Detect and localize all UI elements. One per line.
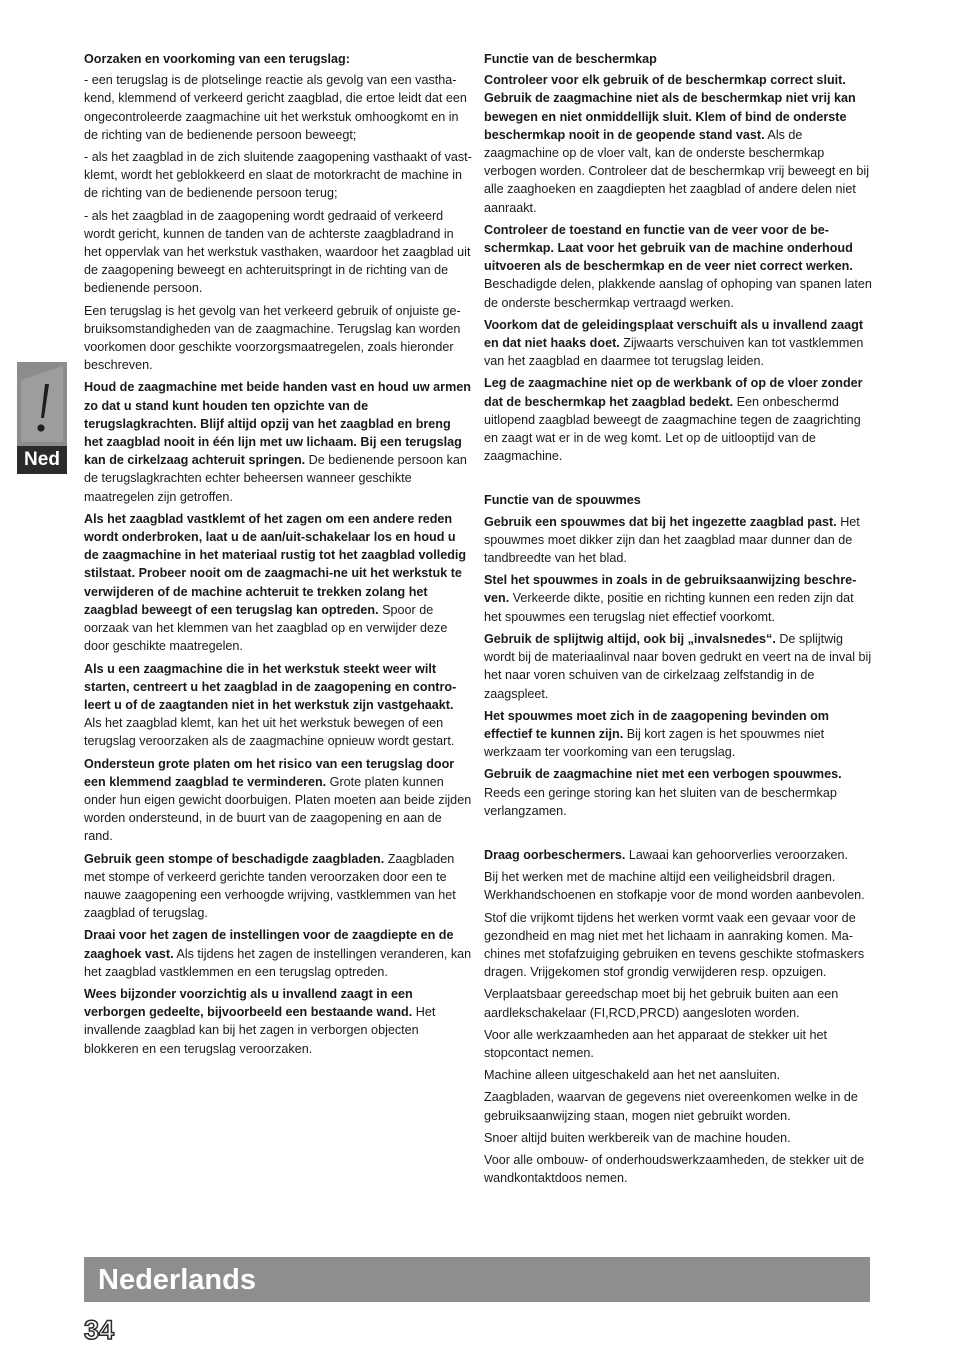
right-text-column <box>484 50 872 1191</box>
body-text: Het invallende zaagblad kan bij het zagen in verborgen objecten blokkeren en een terugslag veroorzaken. <box>84 1005 436 1056</box>
paragraph <box>484 765 872 820</box>
paragraph <box>84 755 472 846</box>
bold-lead: Leg de zaagmachine niet op de werkbank of op de vloer zonder dat de beschermkap het zaagblad bedekt. <box>484 376 863 409</box>
left-text-column <box>84 50 472 1062</box>
paragraph <box>484 846 872 864</box>
paragraph <box>84 926 472 981</box>
paragraph <box>84 985 472 1058</box>
paragraph: Machine alleen uitgeschakeld aan het net aansluiten. <box>484 1068 781 1083</box>
paragraph <box>84 510 472 656</box>
paragraph <box>484 316 872 371</box>
paragraph: Snoer altijd buiten werkbereik van de machine houden. <box>484 1130 791 1145</box>
paragraph: Verplaatsbaar gereedschap moet bij het gebruik buiten aan een aardlekschakelaar (FI,RCD,PRCD) aangesloten worden. <box>484 987 839 1020</box>
paragraph: - een terugslag is de plotselinge reactie als gevolg van een vastha-kend, klemmend of verkeerd gericht zaagblad, die ertoe leidt dat een ongecontroleerde zaagmachine uit het werkstuk omhoogkomt en in de richting van de bedienende persoon beweegt; <box>84 73 467 142</box>
bold-lead: Wees bijzonder voorzichtig als u invallend zaagt in een verborgen gedeelte, bijvoorbeeld een bestaande wand. <box>84 986 413 1020</box>
bold-lead: Als het zaagblad vastklemt of het zagen om een andere reden wordt onderbroken, laat u de aan/uit-schakelaar los en houd u de zaagmachine in het materiaal rustig tot het zaagblad volledig stilstaat. Probeer nooit om de zaagmachi-ne uit het werkstuk te verwijderen of de machine achteruit te trekken zolang het zaagblad beweegt of een terugslag kan optreden. <box>84 511 467 617</box>
bold-lead: Het spouwmes moet zich in de zaagopening bevinden om effectief te kunnen zijn. <box>484 708 829 741</box>
paragraph <box>484 71 872 217</box>
body-text: Verkeerde dikte, positie en richting kunnen een reden zijn dat het spouwmes een terugslag niet effectief voorkomt. <box>484 591 854 624</box>
bold-lead: Gebruik de zaagmachine niet met een verbogen spouwmes. <box>484 767 842 782</box>
body-text: Lawaai kan gehoorverlies veroorzaken. <box>625 847 849 862</box>
body-text: De bedienende persoon kan de terugslagkrachten echter beheersen wanneer geschikte maatregelen zijn getroffen. <box>84 453 467 504</box>
paragraph <box>484 630 872 703</box>
language-tab-label: Ned <box>17 446 67 474</box>
paragraph: Stof die vrijkomt tijdens het werken vormt vaak een gevaar voor de gezondheid en mag niet met het lichaam in aanraking komen. Ma-chines met stofafzuiging gebruiken en tevens geschikte stofmaskers dragen. Vrijgekomen stof grondig verwijderen resp. opzuigen. <box>484 910 865 980</box>
paragraph: - als het zaagblad in de zich sluitende zaagopening vasthaakt of vast-klemt, wordt het geblokkeerd en slaat de motorkracht de machine in de richting van de bedienende persoon terug; <box>84 150 472 201</box>
language-footer-bar <box>84 1257 870 1302</box>
paragraph: Bij het werken met de machine altijd een veiligheidsbril dragen. Werkhandschoenen en stofkapje voor de mond worden aanbevolen. <box>484 870 865 903</box>
paragraph: Voor alle ombouw- of onderhoudswerkzaamheden, de stekker uit de wandkontaktdoos nemen. <box>484 1152 865 1186</box>
bold-lead: Gebruik geen stompe of beschadigde zaagbladen. <box>84 851 385 866</box>
paragraph <box>484 571 872 626</box>
paragraph <box>84 850 472 923</box>
paragraph <box>84 378 472 505</box>
bold-lead: Draai voor het zagen de instellingen voor de zaagdiepte en de zaaghoek vast. <box>84 928 454 961</box>
page-number: 34 <box>84 1315 115 1345</box>
body-text: Een onbeschermd uitlopend zaagblad beweegt de zaagmachine tegen de zaagrichting en zaagt wat er in de weg komt. Let op de uitlooptijd van de zaagmachine. <box>484 394 861 464</box>
bold-lead: Gebruik de splijtwig altijd, ook bij „invalsnedes“. <box>484 631 776 646</box>
body-text: De splijtwig wordt bij de materiaalinval naar boven gedrukt en veert na de inval bij het naar voren schuiven van de cirkelzaag zelfstandig in de zaagspleet. <box>484 631 872 701</box>
body-text: Grote platen kunnen onder hun eigen gewicht doorbuigen. Platen moeten aan beide zijden worden ondersteund, in de buurt van de zaagopening en aan de rand. <box>84 774 472 844</box>
body-text: Zaagbladen met stompe of verkeerd gerichte tanden veroorzaken door een te nauwe zaagopening een verhoogde wrijving, vastklemmen van het zaagblad of terugslag. <box>84 851 456 921</box>
section-heading-kickback: Oorzaken en voorkoming van een terugslag: <box>84 52 350 66</box>
bold-lead: Gebruik een spouwmes dat bij het ingezette zaagblad past. <box>484 514 837 529</box>
language-title: Nederlands <box>98 1264 256 1296</box>
body-text: Beschadigde delen, plakkende aanslag of ophoping van spanen laten de onderste beschermkap vertraagd werken. <box>484 277 872 310</box>
body-text: Als het zaagblad klemt, kan het uit het werkstuk bewegen of een terugslag veroorzaken als de zaagmachine opnieuw wordt gestart. <box>84 716 455 749</box>
body-text: Reeds een geringe storing kan het sluiten van de beschermkap verlangzamen. <box>484 785 837 818</box>
paragraph: Zaagbladen, waarvan de gegevens niet overeenkomen welke in de gebruiksaanwijzing staan, mogen niet gebruikt worden. <box>484 1090 858 1123</box>
body-text: Zijwaarts verschuiven kan tot vastklemmen van het zaagblad en daarmee tot terugslag leiden. <box>484 336 864 369</box>
section-heading-guard: Functie van de beschermkap <box>484 52 657 66</box>
language-sidebar-badge <box>17 362 67 474</box>
bold-lead: Stel het spouwmes in zoals in de gebruiksaanwijzing beschre-ven. <box>484 573 857 606</box>
bold-lead: Als u een zaagmachine die in het werkstuk steekt weer wilt starten, centreert u het zaagblad in de zaagopening en contro-leert u of de zaagtanden niet in het werkstuk zijn vastgehaakt. <box>84 661 457 712</box>
bold-lead: Voorkom dat de geleidingsplaat verschuift als u invallend zaagt en dat niet haaks doet. <box>484 317 864 351</box>
paragraph: Een terugslag is het gevolg van het verkeerd gebruik of onjuiste ge-bruiksomstandigheden van de zaagmachine. Terugslag kan worden voorkomen door geschikte voorzorgsmaatregelen, zoals hieronder beschreven. <box>84 303 461 373</box>
paragraph <box>484 707 872 762</box>
bold-lead: Draag oorbeschermers. <box>484 847 626 862</box>
paragraph: Voor alle werkzaamheden aan het apparaat de stekker uit het stopcontact nemen. <box>484 1027 828 1060</box>
paragraph <box>84 660 472 751</box>
bold-lead: Controleer voor elk gebruik of de beschermkap correct sluit. Gebruik de zaagmachine niet als de beschermkap niet vrij kan bewegen en niet onmiddellijk sluit. Klem of bind de onderste beschermkap nooit in de geopende stand vast. <box>484 73 856 142</box>
body-text: Als tijdens het zagen de instellingen veranderen, kan het zaagblad vastklemmen en een terugslag optreden. <box>84 946 472 979</box>
paragraph <box>484 221 872 312</box>
bold-lead: Ondersteun grote platen om het risico van een terugslag door een klemmend zaagblad te verminderen. <box>84 756 455 789</box>
paragraph <box>484 513 872 568</box>
bold-lead: Controleer de toestand en functie van de veer voor de be-schermkap. Laat voor het gebruik van de machine onderhoud uitvoeren als de beschermkap en de veer niet correct werken. <box>484 222 853 274</box>
body-text: Het spouwmes moet dikker zijn dan het zaagblad maar dunner dan de tandbreedte van het blad. <box>484 514 860 566</box>
body-text: Als de zaagmachine op de vloer valt, kan de onderste beschermkap verbogen worden. Controleer dat de beschermkap vrij beweegt en bij alle zaaghoeken en zaagdiepten het zaagblad of andere delen niet aanraakt. <box>484 127 870 215</box>
paragraph: - als het zaagblad in de zaagopening wordt gedraaid of verkeerd wordt gericht, kunnen de tanden van de achterste zaagbladrand in het oppervlak van het werkstuk vasthaken, waardoor het zaagblad uit de zaagopening beweegt en achteruitspringt in de richting van de bedienende persoon. <box>84 208 471 296</box>
section-heading-riving-knife: Functie van de spouwmes <box>484 493 641 508</box>
paragraph <box>484 374 872 465</box>
body-text: Bij kort zagen is het spouwmes niet werkzaam ter voorkoming van een terugslag. <box>484 726 825 760</box>
warning-exclamation-icon <box>17 362 67 446</box>
body-text: Spoor de oorzaak van het klemmen van het zaagblad op en verwijder deze door geschikte maatregelen. <box>84 602 448 654</box>
bold-lead: Houd de zaagmachine met beide handen vast en houd uw armen zo dat u stand kunt houden ten opzichte van de terugslagkrachten. Blijf altijd opzij van het zaagblad en breng het zaagblad nooit in één lijn met uw lichaam. Bij een terugslag kan de cirkelzaag achteruit springen. <box>84 380 471 468</box>
